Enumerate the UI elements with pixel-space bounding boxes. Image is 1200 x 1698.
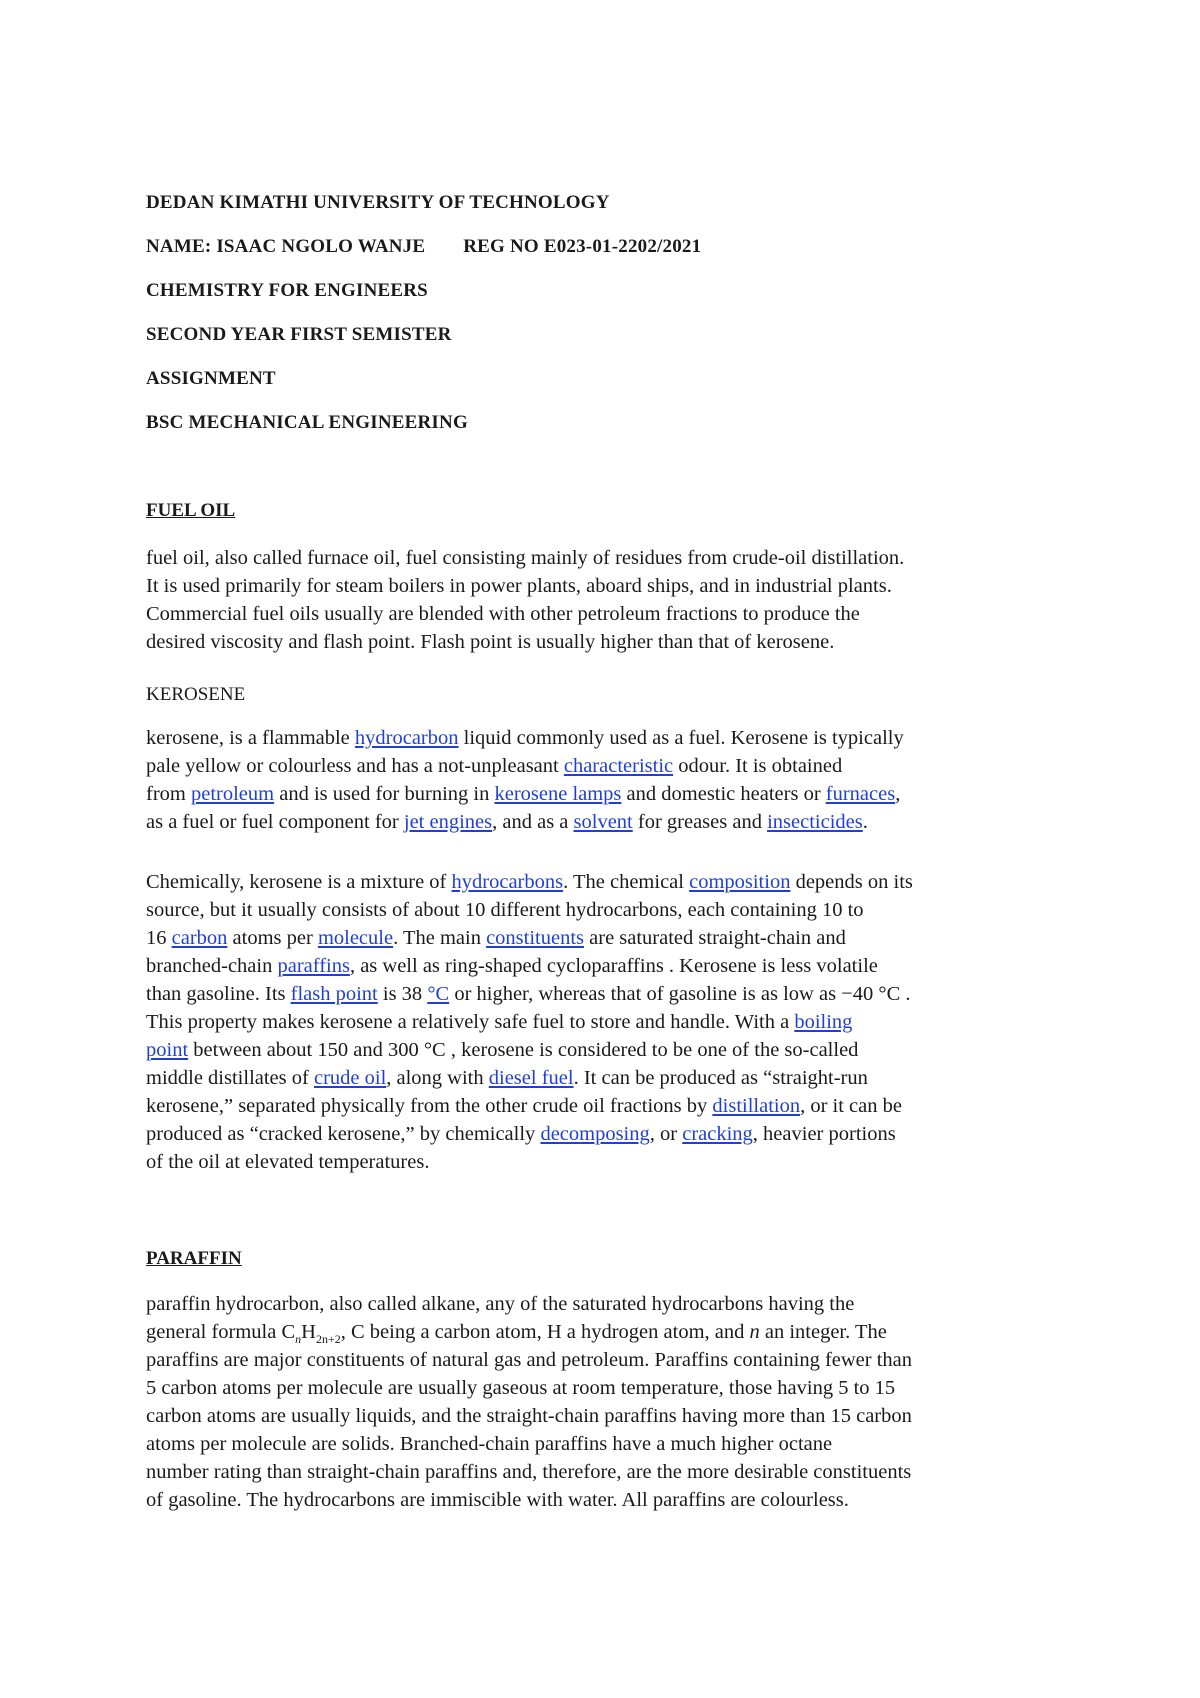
link-carbon[interactable]: carbon <box>171 927 228 949</box>
text: and domestic heaters or <box>621 783 826 805</box>
fuel-oil-paragraph <box>146 544 1076 656</box>
link-boiling-point-cont[interactable]: point <box>146 1039 189 1061</box>
subscript: n <box>295 1332 302 1347</box>
text: , as well as ring-shaped cycloparaffins . Kerosene is less volatile <box>349 955 878 977</box>
fuel-oil-line: desired viscosity and flash point. Flash point is usually higher than that of kerosene. <box>146 631 835 653</box>
text: , C being a carbon atom, H a hydrogen atom, and <box>340 1321 750 1343</box>
paraffin-paragraph <box>146 1290 1076 1514</box>
text-line: atoms per molecule are solids. Branched-chain paraffins have a much higher octane <box>146 1433 833 1455</box>
text: an integer. The <box>759 1321 887 1343</box>
text: , or <box>649 1123 683 1145</box>
fuel-oil-heading: FUEL OIL <box>146 500 236 521</box>
link-crude-oil[interactable]: crude oil <box>313 1067 387 1089</box>
semester-label: SECOND YEAR FIRST SEMISTER <box>146 324 452 345</box>
link-constituents[interactable]: constituents <box>486 927 585 949</box>
text: for greases and <box>632 811 768 833</box>
text: atoms per <box>227 927 318 949</box>
link-jet-engines[interactable]: jet engines <box>403 811 493 833</box>
text: Chemically, kerosene is a mixture of <box>146 871 452 893</box>
fuel-oil-line: fuel oil, also called furnace oil, fuel consisting mainly of residues from crude-oil distillation. <box>146 547 905 569</box>
reg-number: REG NO E023-01-2202/2021 <box>463 236 702 257</box>
link-hydrocarbon[interactable]: hydrocarbon <box>354 727 459 749</box>
text: , <box>895 783 901 805</box>
text: and is used for burning in <box>274 783 495 805</box>
text: is 38 <box>377 983 428 1005</box>
text-line: paraffins are major constituents of natural gas and petroleum. Paraffins containing fewer than <box>146 1349 913 1371</box>
text: . It can be produced as “straight-run <box>573 1067 868 1089</box>
course-title: CHEMISTRY FOR ENGINEERS <box>146 280 428 301</box>
text: kerosene,” separated physically from the other crude oil fractions by <box>146 1095 713 1117</box>
text: middle distillates of <box>146 1067 314 1089</box>
link-paraffins[interactable]: paraffins <box>277 955 350 977</box>
text-line: source, but it usually consists of about 10 different hydrocarbons, each containing 10 to <box>146 899 864 921</box>
university-heading: DEDAN KIMATHI UNIVERSITY OF TECHNOLOGY <box>146 192 610 213</box>
student-name: NAME: ISAAC NGOLO WANJE <box>146 236 426 257</box>
program-label: BSC MECHANICAL ENGINEERING <box>146 412 468 433</box>
link-insecticides[interactable]: insecticides <box>767 811 863 833</box>
text: or higher, whereas that of gasoline is as low as −40 °C . <box>449 983 911 1005</box>
text-line: of the oil at elevated temperatures. <box>146 1151 430 1173</box>
text: branched-chain <box>146 955 278 977</box>
link-diesel-fuel[interactable]: diesel fuel <box>488 1067 574 1089</box>
text: , or it can be <box>800 1095 902 1117</box>
paraffin-heading: PARAFFIN <box>146 1248 242 1269</box>
text: . <box>862 811 868 833</box>
link-molecule[interactable]: molecule <box>317 927 394 949</box>
text: H <box>301 1321 316 1343</box>
link-degree-celsius[interactable]: °C <box>427 983 450 1005</box>
kerosene-paragraph-2 <box>146 868 1076 1176</box>
assignment-label: ASSIGNMENT <box>146 368 276 389</box>
fuel-oil-line: It is used primarily for steam boilers in power plants, aboard ships, and in industrial plants. <box>146 575 892 597</box>
text: between about 150 and 300 °C , kerosene is considered to be one of the so-called <box>188 1039 859 1061</box>
text: general formula C <box>146 1321 296 1343</box>
text: , and as a <box>492 811 574 833</box>
text-line: carbon atoms are usually liquids, and the straight-chain paraffins having more than 15 carbon <box>146 1405 912 1427</box>
kerosene-paragraph-1 <box>146 724 1076 836</box>
link-distillation[interactable]: distillation <box>712 1095 801 1117</box>
text: This property makes kerosene a relatively safe fuel to store and handle. With a <box>146 1011 795 1033</box>
fuel-oil-line: Commercial fuel oils usually are blended with other petroleum fractions to produce the <box>146 603 860 625</box>
link-furnaces[interactable]: furnaces <box>825 783 896 805</box>
link-cracking[interactable]: cracking <box>682 1123 753 1145</box>
link-decomposing[interactable]: decomposing <box>540 1123 650 1145</box>
text: pale yellow or colourless and has a not-unpleasant <box>146 755 564 777</box>
link-boiling-point[interactable]: boiling <box>794 1011 853 1033</box>
text: produced as “cracked kerosene,” by chemically <box>146 1123 541 1145</box>
link-hydrocarbons[interactable]: hydrocarbons <box>451 871 564 893</box>
link-flash-point[interactable]: flash point <box>290 983 378 1005</box>
text: kerosene, is a flammable <box>146 727 355 749</box>
text: than gasoline. Its <box>146 983 291 1005</box>
text: as a fuel or fuel component for <box>146 811 404 833</box>
text: depends on its <box>790 871 913 893</box>
text: , along with <box>386 1067 489 1089</box>
text: odour. It is obtained <box>673 755 843 777</box>
link-kerosene-lamps[interactable]: kerosene lamps <box>494 783 622 805</box>
text-line: paraffin hydrocarbon, also called alkane, any of the saturated hydrocarbons having the <box>146 1293 855 1315</box>
text-line: number rating than straight-chain paraffins and, therefore, are the more desirable constituents <box>146 1461 912 1483</box>
italic-variable: n <box>749 1321 760 1343</box>
link-solvent[interactable]: solvent <box>573 811 633 833</box>
text-line: of gasoline. The hydrocarbons are immiscible with water. All paraffins are colourless. <box>146 1489 849 1511</box>
student-name-line <box>146 236 701 258</box>
text: are saturated straight-chain and <box>584 927 846 949</box>
kerosene-heading: KEROSENE <box>146 684 246 705</box>
text: from <box>146 783 191 805</box>
text: . The chemical <box>563 871 690 893</box>
text-line: 5 carbon atoms per molecule are usually gaseous at room temperature, those having 5 to 15 <box>146 1377 896 1399</box>
text: . The main <box>393 927 487 949</box>
link-composition[interactable]: composition <box>689 871 791 893</box>
link-characteristic[interactable]: characteristic <box>563 755 674 777</box>
link-petroleum[interactable]: petroleum <box>190 783 275 805</box>
text: liquid commonly used as a fuel. Kerosene is typically <box>458 727 904 749</box>
text: 16 <box>146 927 172 949</box>
subscript: 2n+2 <box>315 1332 341 1347</box>
text: , heavier portions <box>752 1123 896 1145</box>
